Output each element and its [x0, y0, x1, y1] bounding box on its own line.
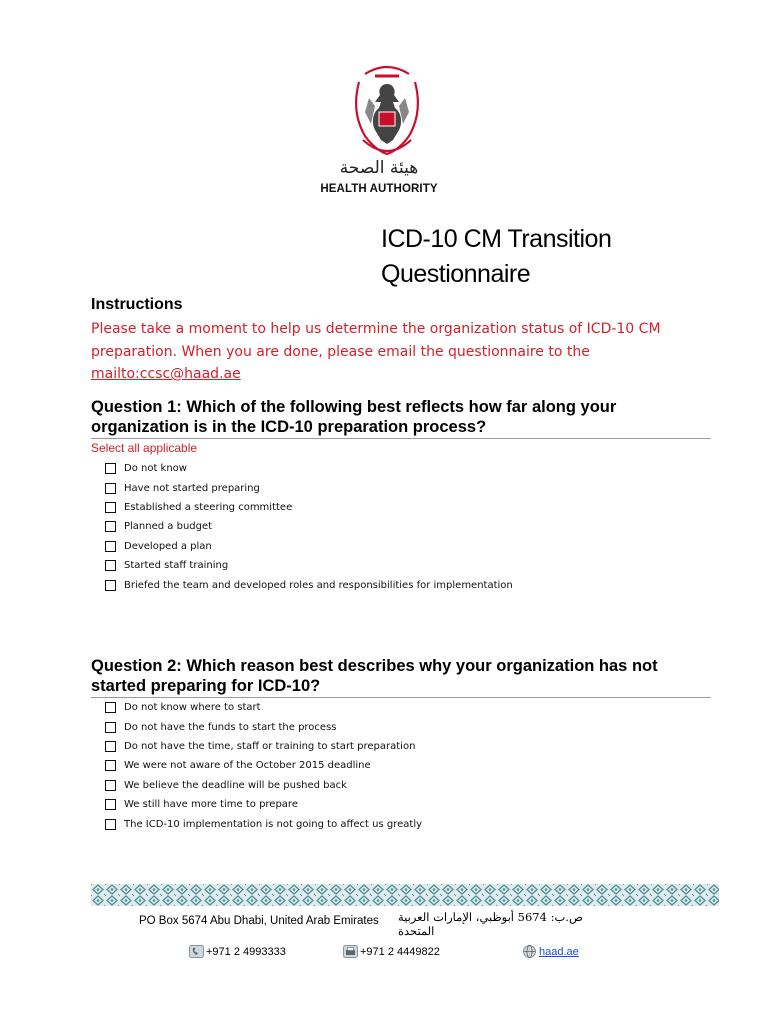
question-1-option[interactable]	[105, 556, 513, 575]
question-2-option[interactable]	[105, 737, 422, 756]
phone-contact	[189, 945, 286, 958]
fax-icon	[343, 945, 358, 958]
question-2-option[interactable]	[105, 814, 422, 833]
question-1-option[interactable]	[105, 459, 513, 478]
option-label: Developed a plan	[124, 540, 212, 552]
decorative-pattern-band	[91, 884, 719, 906]
select-all-hint: Select all applicable	[91, 441, 198, 455]
option-label: Planned a budget	[124, 521, 213, 533]
option-label: We were not aware of the October 2015 deadline	[124, 760, 371, 772]
checkbox[interactable]	[105, 760, 116, 771]
phone-icon	[189, 945, 204, 958]
checkbox[interactable]	[105, 560, 116, 571]
org-name-arabic: هيئة الصحة	[339, 158, 419, 178]
page-title	[381, 222, 681, 292]
checkbox[interactable]	[105, 799, 116, 810]
checkbox[interactable]	[105, 780, 116, 791]
question-2-option[interactable]	[105, 756, 422, 775]
question-2-option[interactable]	[105, 698, 422, 717]
title-line-1: ICD-10 CM Transition	[381, 225, 612, 253]
option-label: Do not have the funds to start the process	[124, 721, 337, 733]
checkbox[interactable]	[105, 521, 116, 532]
question-2-title: Question 2: Which reason best describes why your organization has not started preparing for ICD-10?	[91, 657, 658, 695]
option-label: We believe the deadline will be pushed back	[124, 779, 347, 791]
question-1-option[interactable]	[105, 498, 513, 517]
checkbox[interactable]	[105, 722, 116, 733]
checkbox[interactable]	[105, 819, 116, 830]
instructions-text	[91, 318, 711, 386]
instructions-heading: Instructions	[91, 296, 183, 313]
question-1-divider	[91, 438, 711, 439]
question-1-title: Question 1: Which of the following best reflects how far along your organization is in the ICD-10 preparation process?	[91, 398, 617, 436]
fax-number: +971 2 4449822	[360, 945, 440, 958]
option-label: The ICD-10 implementation is not going to affect us greatly	[124, 818, 423, 830]
checkbox[interactable]	[105, 702, 116, 713]
question-2-option[interactable]	[105, 776, 422, 795]
health-authority-emblem	[345, 62, 429, 162]
website-contact	[522, 945, 579, 958]
checkbox[interactable]	[105, 463, 116, 474]
question-1-option[interactable]	[105, 517, 513, 536]
email-link[interactable]: mailto:ccsc@haad.ae	[91, 366, 241, 382]
option-label: Established a steering committee	[124, 501, 293, 513]
option-label: Do not know where to start	[124, 702, 261, 714]
phone-number: +971 2 4993333	[206, 945, 286, 958]
instructions-body: Please take a moment to help us determine the organization status of ICD-10 CM preparation. When you are done, please email the questionnaire to the	[91, 321, 661, 360]
option-label: Do not have the time, staff or training to start preparation	[124, 740, 416, 752]
option-label: Started staff training	[124, 560, 229, 572]
question-2-option[interactable]	[105, 717, 422, 736]
website-link[interactable]: haad.ae	[539, 945, 579, 958]
question-1-option[interactable]	[105, 537, 513, 556]
title-line-2: Questionnaire	[381, 260, 531, 288]
option-label: We still have more time to prepare	[124, 799, 298, 811]
question-2-options	[105, 698, 422, 834]
question-1-options	[105, 459, 513, 595]
checkbox[interactable]	[105, 580, 116, 591]
globe-icon	[522, 945, 537, 958]
address-english: PO Box 5674 Abu Dhabi, United Arab Emirates	[139, 915, 379, 927]
address-arabic: ص.ب: 5674 أبوظبي، الإمارات العربية المتحدة	[398, 910, 583, 938]
checkbox[interactable]	[105, 541, 116, 552]
checkbox[interactable]	[105, 502, 116, 513]
question-1-option[interactable]	[105, 478, 513, 497]
fax-contact	[343, 945, 440, 958]
question-2-option[interactable]	[105, 795, 422, 814]
question-1-option[interactable]	[105, 575, 513, 594]
checkbox[interactable]	[105, 741, 116, 752]
org-name: HEALTH AUTHORITY	[320, 183, 438, 195]
option-label: Do not know	[124, 463, 187, 475]
option-label: Have not started preparing	[124, 482, 260, 494]
option-label: Briefed the team and developed roles and responsibilities for implementation	[124, 579, 513, 591]
checkbox[interactable]	[105, 483, 116, 494]
